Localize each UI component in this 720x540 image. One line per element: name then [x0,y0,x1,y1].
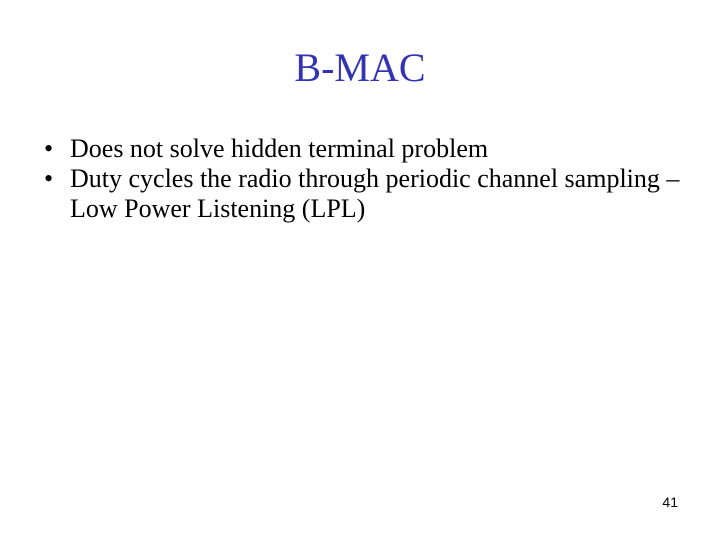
bullet-marker: • [44,164,54,193]
page-number: 41 [662,494,678,510]
bullet-marker: • [44,134,54,163]
bullet-text: Duty cycles the radio through periodic channel sampling – Low Power Listening (LPL) [70,164,680,223]
bullet-item [44,134,684,164]
bullet-list [44,134,684,224]
bullet-item [44,164,684,224]
bullet-text: Does not solve hidden terminal problem [70,134,489,163]
slide-title: B-MAC [294,45,426,90]
